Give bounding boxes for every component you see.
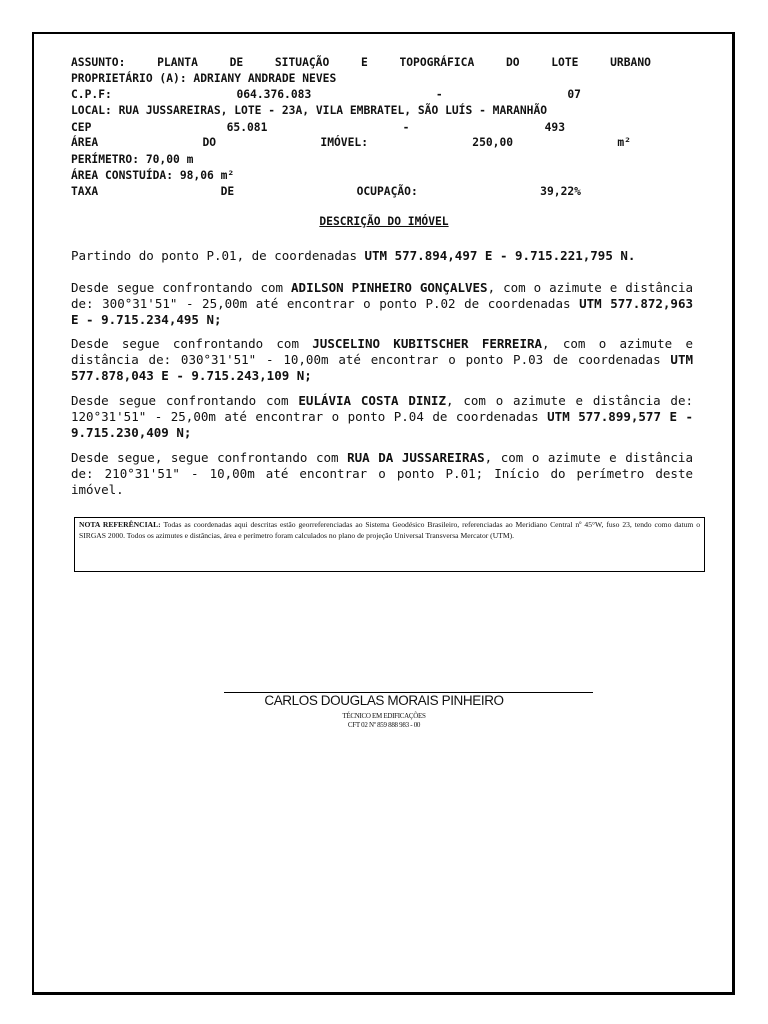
assunto-word: LOTE xyxy=(551,56,579,69)
area-construida-line: ÁREA CONSTUÍDA: 98,06 m² xyxy=(71,169,235,182)
assunto-word: E xyxy=(360,56,368,69)
bold-run: UTM 577.894,497 E - 9.715.221,795 N. xyxy=(364,248,636,263)
area-label: ÁREA xyxy=(71,136,99,149)
section-title xyxy=(0,215,768,228)
cpf-dash: - xyxy=(435,88,443,101)
cep-prefix: 65.081 xyxy=(226,121,268,134)
cpf-label: C.P.F: xyxy=(71,88,112,101)
assunto-label: ASSUNTO: xyxy=(71,56,126,69)
area-word: DO xyxy=(202,136,217,149)
text-run: Desde segue confrontando com xyxy=(71,393,299,408)
text-run: Desde segue, segue confrontando com xyxy=(71,450,348,465)
text-run: Desde segue confrontando com xyxy=(71,336,313,351)
description-paragraph xyxy=(71,248,693,264)
text-run: , com o azimute e distância de: 210°31'51" - 10,00m até encontrar o ponto P.01; Início do perímetro deste imóvel. xyxy=(71,450,693,497)
signature-name: CARLOS DOUGLAS MORAIS PINHEIRO xyxy=(264,693,504,708)
local-line: LOCAL: RUA JUSSAREIRAS, LOTE - 23A, VILA EMBRATEL, SÃO LUÍS - MARANHÃO xyxy=(71,104,548,117)
cep-line xyxy=(71,121,565,134)
assunto-word: SITUAÇÃO xyxy=(274,56,330,69)
assunto-word: URBANO xyxy=(610,56,651,69)
proprietario-line: PROPRIETÁRIO (A): ADRIANY ANDRADE NEVES xyxy=(71,72,337,85)
taxa-label: TAXA xyxy=(71,185,99,198)
area-value: 250,00 xyxy=(472,136,514,149)
bold-run: UTM 577.899,577 E - 9.715.230,409 N; xyxy=(71,409,693,440)
area-unit: m² xyxy=(617,136,631,149)
description-paragraph xyxy=(71,450,693,498)
description-paragraph xyxy=(71,280,693,328)
cep-label: CEP xyxy=(71,121,92,134)
text-run: , com o azimute e distância de: 120°31'51" - 25,00m até encontrar o ponto P.04 de coordenadas xyxy=(71,393,694,424)
cep-suffix: 493 xyxy=(544,121,565,134)
area-imovel-line xyxy=(71,136,631,149)
bold-run: JUSCELINO KUBITSCHER FERREIRA xyxy=(312,336,543,351)
cpf-suffix: 07 xyxy=(567,88,581,101)
note-text: Todas as coordenadas aqui descritas estão georreferenciadas ao Sistema Geodésico Brasileiro, referenciadas ao Meridiano Central nº 45°W, fuso 23, tendo como datum o SIRGAS 2000. Todos os azimutes e distâncias, área e perímetro foram calculados no plano de projeção Universal Transversa Mercator (UTM). xyxy=(79,520,700,540)
taxa-line xyxy=(71,185,581,198)
cpf-number: 064.376.083 xyxy=(236,88,312,101)
cpf-line xyxy=(71,88,581,101)
assunto-word: DO xyxy=(505,56,520,69)
area-word: IMÓVEL: xyxy=(320,136,368,149)
description-paragraph xyxy=(71,336,693,384)
taxa-word: DE xyxy=(220,185,235,198)
assunto-word: PLANTA xyxy=(157,56,198,69)
signature-role: TÉCNICO EM EDIFICAÇÕES xyxy=(342,712,426,720)
description-paragraph xyxy=(71,393,693,441)
bold-run: UTM 577.878,043 E - 9.715.243,109 N; xyxy=(71,352,693,383)
section-title-text: DESCRIÇÃO DO IMÓVEL xyxy=(319,215,449,228)
reference-note-box xyxy=(74,517,705,572)
assunto-word: DE xyxy=(229,56,244,69)
text-run: , com o azimute e distância de: 300°31'51" - 25,00m até encontrar o ponto P.02 de coordenadas xyxy=(71,280,694,311)
signature-registry: CFT 02 Nº 859 888 983 - 00 xyxy=(347,721,421,729)
taxa-word: OCUPAÇÃO: xyxy=(356,185,418,198)
text-run: Partindo do ponto P.01, de coordenadas xyxy=(71,248,365,263)
bold-run: EULÁVIA COSTA DINIZ xyxy=(298,393,446,408)
assunto-word: TOPOGRÁFICA xyxy=(399,56,475,69)
perimetro-line: PERÍMETRO: 70,00 m xyxy=(71,153,194,166)
bold-run: ADILSON PINHEIRO GONÇALVES xyxy=(291,280,488,295)
text-run: , com o azimute e distância de: 030°31'51" - 10,00m até encontrar o ponto P.03 de coordenadas xyxy=(71,336,694,367)
note-label: NOTA REFERÊNCIAL: xyxy=(79,520,161,529)
cep-dash: - xyxy=(402,121,410,134)
assunto-line xyxy=(71,56,651,69)
text-run: Desde segue confrontando com xyxy=(71,280,292,295)
taxa-value: 39,22% xyxy=(540,185,581,198)
bold-run: RUA DA JUSSAREIRAS xyxy=(347,450,485,465)
bold-run: UTM 577.872,963 E - 9.715.234,495 N; xyxy=(71,296,693,327)
